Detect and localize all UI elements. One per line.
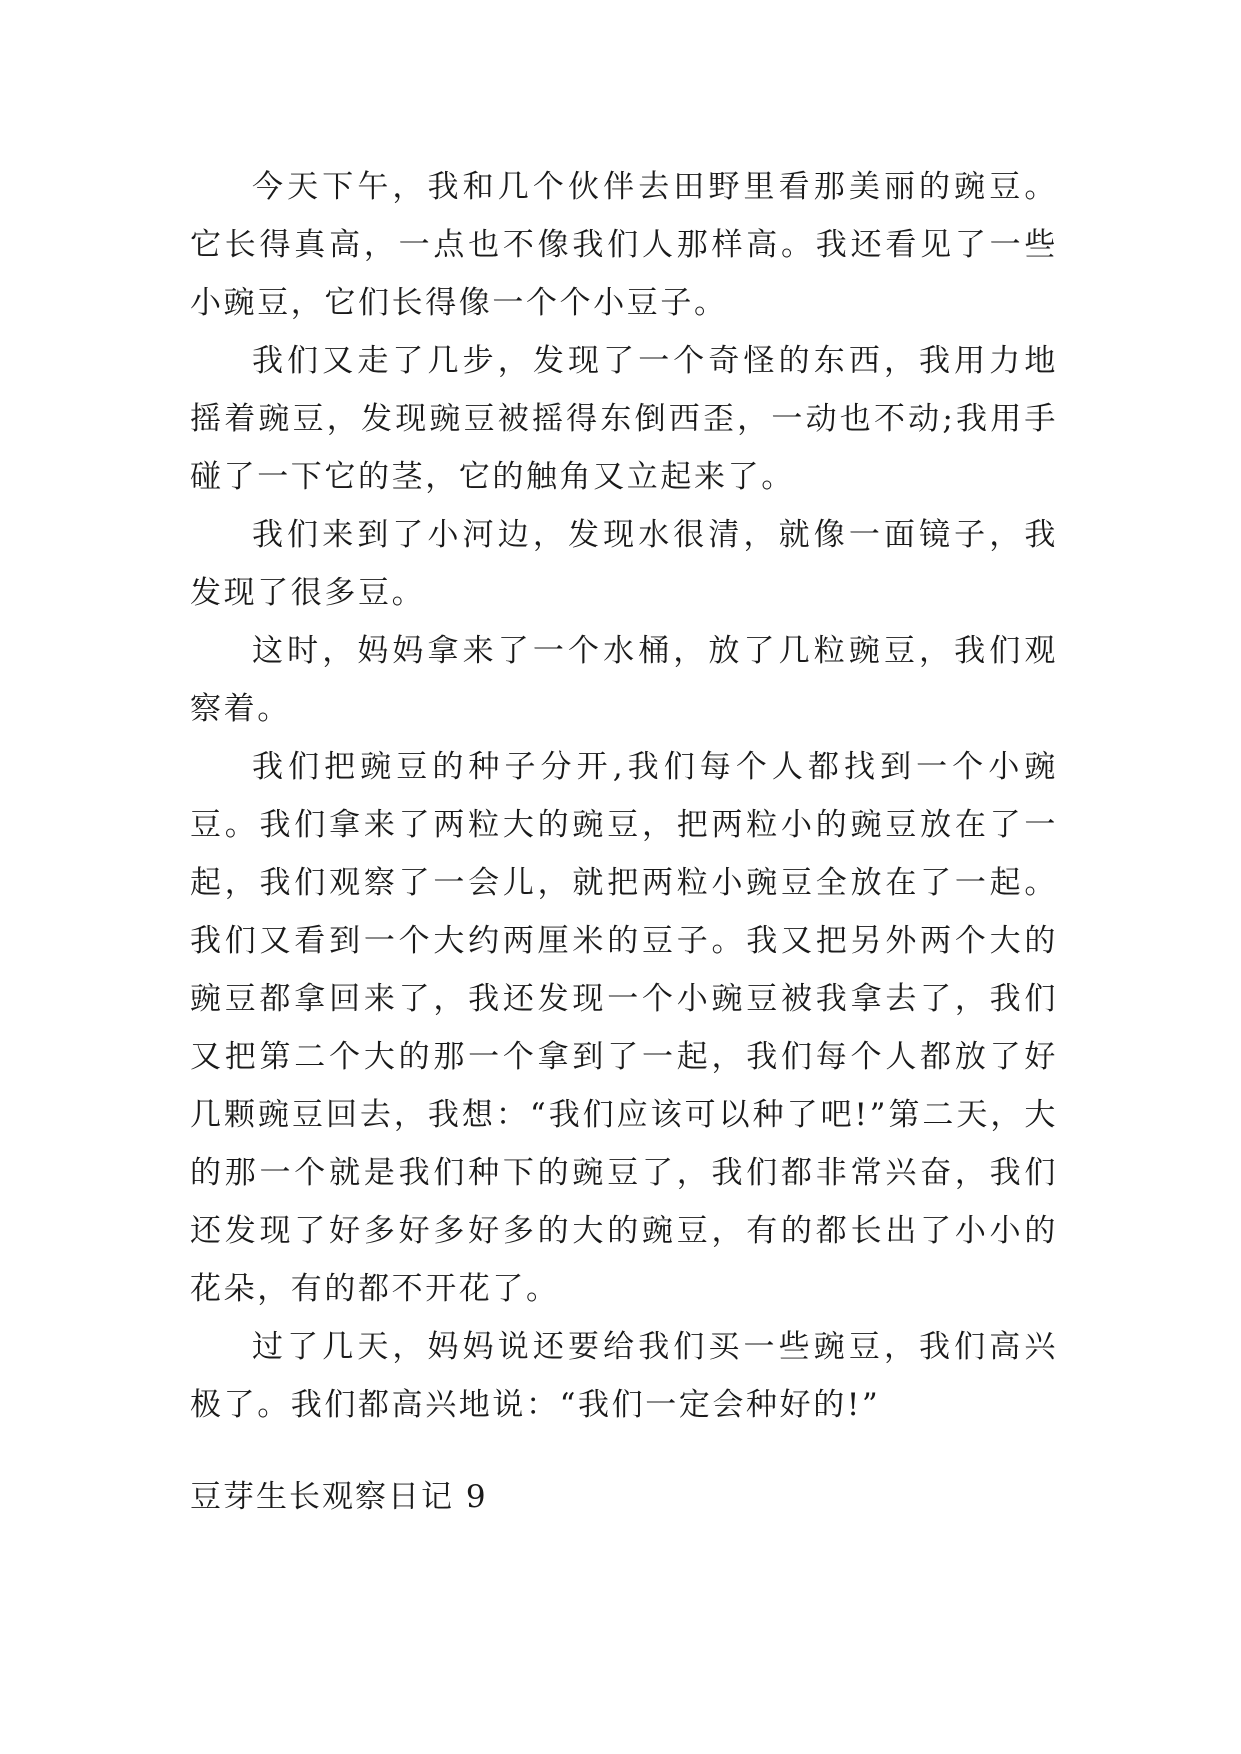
paragraph-1: 今天下午，我和几个伙伴去田野里看那美丽的豌豆。它长得真高，一点也不像我们人那样高。我还看见了一些小豌豆，它们长得像一个个小豆子。: [190, 169, 1058, 321]
paragraph-4: 这时，妈妈拿来了一个水桶，放了几粒豌豆，我们观察着。: [190, 633, 1058, 727]
paragraph-5: 我们把豌豆的种子分开,我们每个人都找到一个小豌豆。我们拿来了两粒大的豌豆，把两粒小的豌豆放在了一起，我们观察了一会儿，就把两粒小豌豆全放在了一起。我们又看到一个大约两厘米的豆子。我又把另外两个大的豌豆都拿回来了，我还发现一个小豌豆被我拿去了，我们又把第二个大的那一个拿到了一起，我们每个人都放了好几颗豌豆回去，我想：“我们应该可以种了吧!”第二天，大的那一个就是我们种下的豌豆了，我们都非常兴奋，我们还发现了好多好多好多的大的豌豆，有的都长出了小小的花朵，有的都不开花了。: [190, 749, 1058, 1307]
paragraph-2: 我们又走了几步，发现了一个奇怪的东西，我用力地摇着豌豆，发现豌豆被摇得东倒西歪，一动也不动;我用手碰了一下它的茎，它的触角又立起来了。: [190, 343, 1058, 495]
next-entry-title: 豆芽生长观察日记 9: [190, 1479, 488, 1515]
diary-body: [190, 158, 1058, 1434]
paragraph-3: 我们来到了小河边，发现水很清，就像一面镜子，我发现了很多豆。: [190, 517, 1058, 611]
paragraph-6: 过了几天，妈妈说还要给我们买一些豌豆，我们高兴极了。我们都高兴地说：“我们一定会种好的!”: [190, 1329, 1058, 1423]
